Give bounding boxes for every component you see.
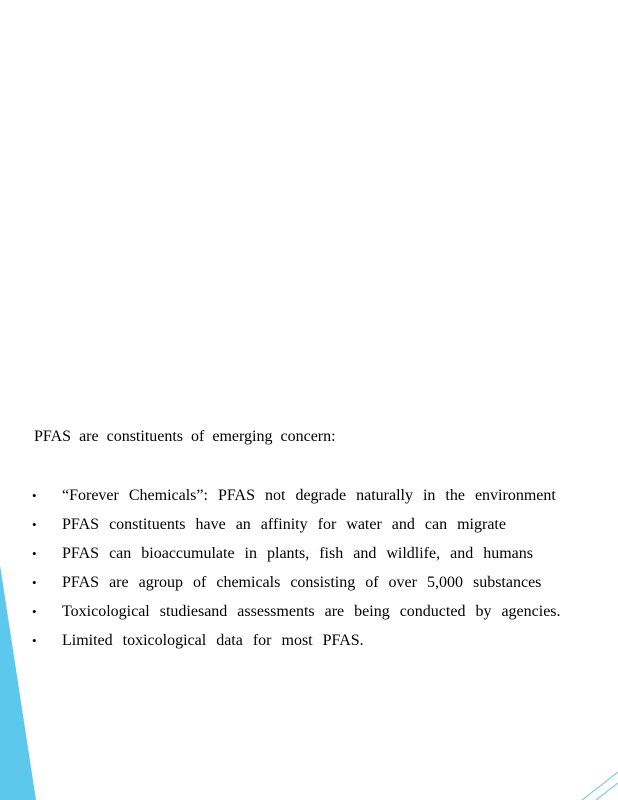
bullet-item	[0, 544, 618, 563]
bullet-text: Limited toxicological data for most PFAS.	[62, 632, 364, 649]
bullet-marker: •	[32, 488, 37, 503]
bullet-text: PFAS are agroup of chemicals consisting of over 5,000 substances	[62, 574, 542, 591]
corner-accent-lines	[578, 770, 618, 800]
bullet-text: PFAS can bioaccumulate in plants, fish and wildlife, and humans	[62, 545, 533, 562]
bullet-item	[0, 602, 618, 621]
bullet-marker: •	[32, 517, 37, 532]
bullet-list	[0, 486, 618, 660]
bullet-marker: •	[32, 546, 37, 561]
bullet-item	[0, 486, 618, 505]
bullet-item	[0, 515, 618, 534]
bullet-item	[0, 573, 618, 592]
bullet-item	[0, 631, 618, 650]
intro-text: PFAS are constituents of emerging concern:	[34, 428, 336, 445]
bullet-text: PFAS constituents have an affinity for water and can migrate	[62, 516, 506, 533]
bullet-marker: •	[32, 604, 37, 619]
bullet-marker: •	[32, 575, 37, 590]
bullet-text: “Forever Chemicals”: PFAS not degrade naturally in the environment	[62, 487, 556, 504]
left-accent-shape	[0, 0, 40, 800]
bullet-marker: •	[32, 633, 37, 648]
bullet-text: Toxicological studiesand assessments are being conducted by agencies.	[62, 603, 561, 620]
